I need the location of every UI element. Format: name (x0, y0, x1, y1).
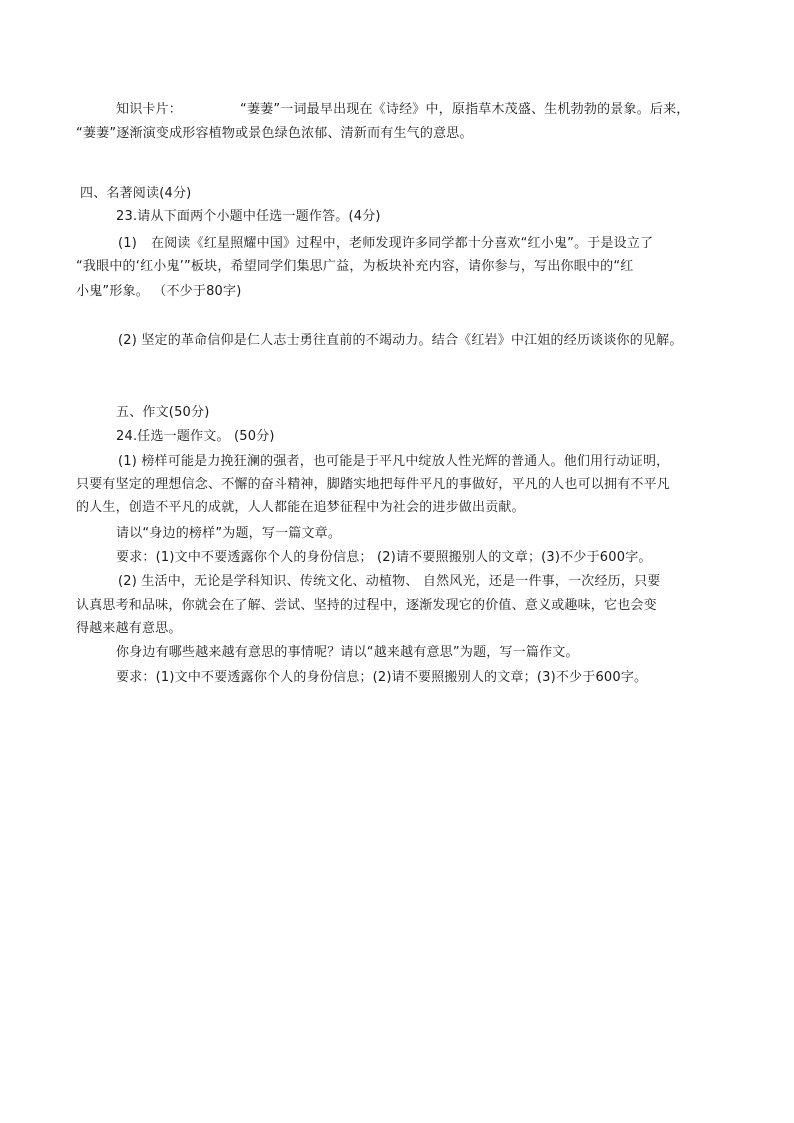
q24-topic-2-line-1: (2) 生活中，无论是学科知识、传统文化、动植物、 自然风光，还是一件事，一次经历，只要 (118, 574, 661, 589)
q23-option-1-line-2: “我眼中的‘红小鬼’”板块，希望同学们集思广益，为板块补充内容，请你参与，写出你眼中的“红 (76, 259, 634, 274)
q24-topic-2-requirements: 要求：(1)文中不要透露你个人的身份信息；(2)请不要照搬别人的文章；(3)不少于600字。 (116, 670, 648, 685)
q24-topic-1-line-3: 的人生，创造不平凡的成就，人人都能在追梦征程中为社会的进步做出贡献。 (76, 500, 525, 515)
q24-topic-1-line-1: (1) 榜样可能是力挽狂澜的强者，也可能是于平凡中绽放人性光辉的普通人。他们用行动证明， (118, 454, 670, 469)
knowledge-card-line-2: “萋萋”逐渐演变成形容植物或景色绿色浓郁、清新而有生气的意思。 (76, 126, 473, 141)
section-5-heading: 五、作文(50分) (116, 405, 210, 420)
q24-topic-1-line-2: 只要有坚定的理想信念、不懈的奋斗精神，脚踏实地把每件平凡的事做好，平凡的人也可以拥有不平凡 (76, 477, 671, 492)
q24-topic-1-requirements: 要求：(1)文中不要透露你个人的身份信息； (2)请不要照搬别人的文章；(3)不少于600字。 (116, 550, 652, 565)
q24-topic-2-line-2: 认真思考和品味，你就会在了解、尝试、坚持的过程中，逐渐发现它的价值、意义或趣味，它也会变 (76, 598, 657, 613)
q23-option-1-line-1 (118, 236, 653, 252)
q24-topic-2-line-3: 得越来越有意思。 (76, 621, 182, 636)
q24-topic-1-prompt: 请以“身边的榜样”为题，写一篇文章。 (116, 526, 342, 541)
q23-option-1-number: (1) (118, 236, 138, 251)
knowledge-card-text-1: “萋萋”一词最早出现在《诗经》中，原指草木茂盛、生机勃勃的景象。后来， (240, 102, 690, 117)
q23-option-1-text-1: 在阅读《红星照耀中国》过程中，老师发现许多同学都十分喜欢“红小鬼”。于是设立了 (151, 236, 654, 251)
q24-topic-2-prompt: 你身边有哪些越来越有意思的事情呢？请以“越来越有意思”为题，写一篇作文。 (116, 645, 579, 660)
question-24: 24.任选一题作文。 (50分) (116, 429, 275, 444)
question-23: 23.请从下面两个小题中任选一题作答。(4分) (116, 209, 381, 224)
q23-option-2: (2) 坚定的革命信仰是仁人志士勇往直前的不竭动力。结合《红岩》中江姐的经历谈谈你的见解。 (118, 333, 683, 348)
q23-option-1-line-3: 小鬼”形象。 （不少于80字) (76, 284, 242, 299)
knowledge-card-line-1 (116, 102, 690, 118)
knowledge-card-label: 知识卡片： (116, 102, 183, 117)
section-4-heading: 四、名著阅读(4分) (80, 186, 192, 201)
